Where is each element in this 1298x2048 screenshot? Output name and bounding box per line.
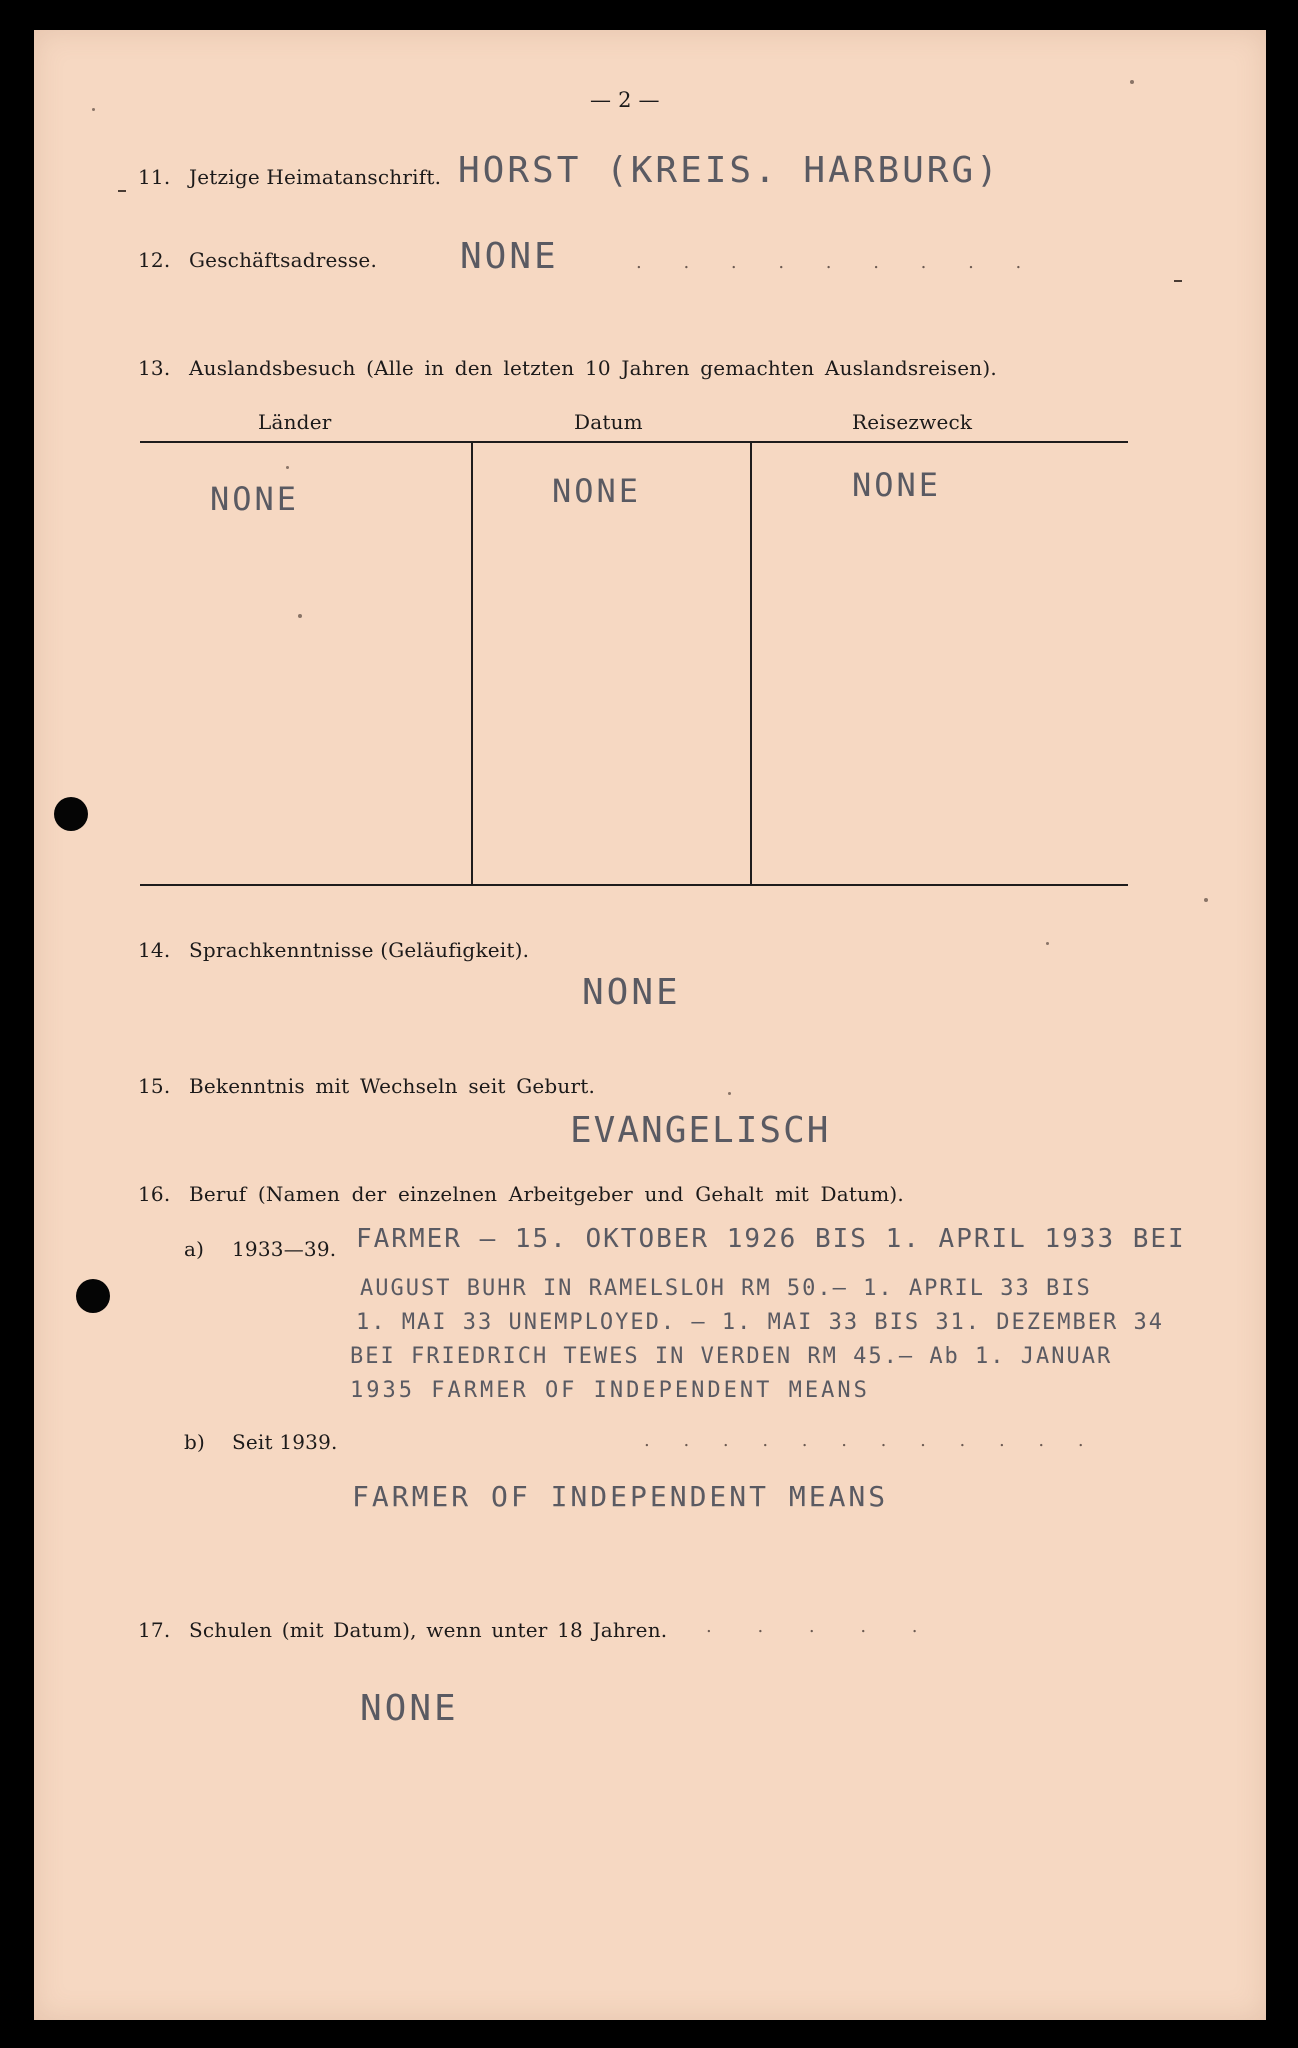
table-top-rule [140,441,1128,443]
table-header-date: Datum [574,410,643,434]
item-16b-answer: FARMER OF INDEPENDENT MEANS [352,1480,889,1513]
item-17-label: Schulen (mit Datum), wenn unter 18 Jahren. [189,1618,668,1642]
table-cell-date: NONE [552,472,642,510]
item-16-label: Beruf (Namen der einzelnen Arbeitgeber und Gehalt mit Datum). [189,1182,904,1206]
item-15-number: 15. [138,1074,171,1098]
paper-speck [298,614,302,618]
item-12-number: 12. [138,248,171,272]
item-16-number: 16. [138,1182,171,1206]
punch-hole-lower [76,1279,110,1313]
table-cell-purpose: NONE [852,466,942,504]
paper-speck [1130,80,1134,84]
item-12-dotted-line: . . . . . . . . . [636,252,1040,273]
table-column-divider-1 [471,442,473,884]
paper-speck [728,1092,731,1095]
item-11-answer: HORST (KREIS. HARBURG) [458,150,1001,191]
table-bottom-rule [140,884,1128,886]
item-12-answer: NONE [460,236,559,277]
item-16a-line-4: BEI FRIEDRICH TEWES IN VERDEN RM 45.– Ab 1. JANUAR [350,1344,1113,1369]
table-cell-countries: NONE [210,480,300,518]
paper-speck [92,108,95,111]
table-header-purpose: Reisezweck [852,410,973,434]
item-16a-period: 1933—39. [232,1237,337,1261]
item-16b-marker: b) [184,1430,206,1454]
item-17-number: 17. [138,1618,171,1642]
paper-speck [286,466,289,469]
margin-mark [118,190,126,192]
punch-hole-upper [54,797,88,831]
item-13-label: Auslandsbesuch (Alle in den letzten 10 Jahren gemachten Auslandsreisen). [189,356,997,380]
page-number: — 2 — [590,88,660,112]
margin-mark [1174,280,1182,282]
item-16a-line-3: 1. MAI 33 UNEMPLOYED. – 1. MAI 33 BIS 31. DEZEMBER 34 [356,1310,1164,1335]
item-17-dotted-line: . . . . . [706,1616,938,1637]
item-16a-marker: a) [184,1237,205,1261]
item-16a-line-1: FARMER – 15. OKTOBER 1926 BIS 1. APRIL 1933 BEI [356,1224,1186,1254]
table-header-countries: Länder [258,410,332,434]
item-14-label: Sprachkenntnisse (Geläufigkeit). [189,938,530,962]
form-page [34,30,1266,2020]
item-11-number: 11. [138,165,171,189]
item-16a-line-2: AUGUST BUHR IN RAMELSLOH RM 50.– 1. APRIL 33 BIS [360,1276,1092,1301]
item-15-label: Bekenntnis mit Wechseln seit Geburt. [189,1074,596,1098]
table-column-divider-2 [750,442,752,884]
item-16b-dotted-line: . . . . . . . . . . . . [644,1430,1098,1451]
paper-speck [1046,942,1049,945]
paper-speck [1204,898,1208,902]
item-16b-period: Seit 1939. [232,1430,338,1454]
item-12-label: Geschäftsadresse. [189,248,378,272]
item-14-answer: NONE [582,972,681,1013]
item-14-number: 14. [138,938,171,962]
item-15-answer: EVANGELISCH [570,1110,831,1151]
item-16a-line-5: 1935 FARMER OF INDEPENDENT MEANS [350,1378,870,1403]
item-17-answer: NONE [360,1688,459,1729]
item-11-label: Jetzige Heimatanschrift. [189,165,442,189]
item-13-number: 13. [138,356,171,380]
